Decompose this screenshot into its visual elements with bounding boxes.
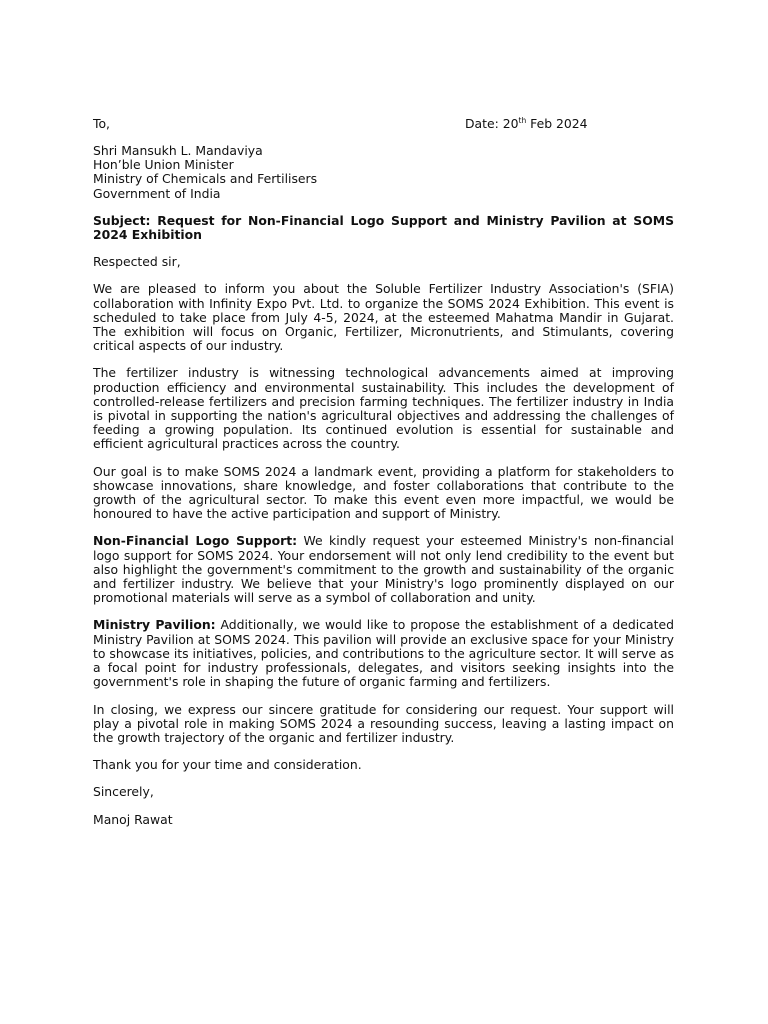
addressee-title: Hon’ble Union Minister — [93, 157, 234, 173]
paragraph-ministry-pavilion — [93, 618, 674, 689]
paragraph-logo-support — [93, 534, 674, 605]
paragraph-goal: Our goal is to make SOMS 2024 a landmark event, providing a platform for stakeholders to showcase innovations, share knowledge, and foster collaborations that contribute to the growth of the agricultural sector. To make this event even more impactful, we would be honoured to have the active participation and support of Ministry. — [93, 463, 674, 522]
signatory-name: Manoj Rawat — [93, 811, 173, 827]
letter-date — [465, 117, 674, 131]
logo-support-heading: Non-Financial Logo Support: — [93, 533, 298, 549]
date-prefix: Date: 20 — [465, 115, 519, 131]
addressee-block — [93, 144, 674, 201]
paragraph-closing: In closing, we express our sincere gratitude for considering our request. Your support will play a pivotal role in making SOMS 2024 a resounding success, leaving a lasting impact on the growth trajectory of the organic and fertilizer industry. — [93, 701, 674, 745]
addressee-name: Shri Mansukh L. Mandaviya — [93, 143, 263, 158]
addressee-ministry: Ministry of Chemicals and Fertilisers — [93, 171, 318, 187]
logo-support-text: We kindly request your esteemed Ministry's non-financial logo support for SOMS 2024. Your endorsement will not only lend credibility to the event but also highlight the government's commitment to the growth and sustainability of the organic and fertilizer industry. We believe that your Ministry's logo prominently displayed on our promotional materials will serve as a symbol of collaboration and unity. — [93, 533, 674, 606]
paragraph-industry: The fertilizer industry is witnessing technological advancements aimed at improving production efficiency and environmental sustainability. This includes the development of controlled-release fertilizers and precision farming techniques. The fertilizer industry in India is pivotal in supporting the nation's agricultural objectives and addressing the challenges of feeding a growing population. Its continued evolution is essential for sustainable and efficient agricultural practices across the country. — [93, 365, 674, 452]
signoff: Sincerely, — [93, 784, 154, 800]
ministry-pavilion-heading: Ministry Pavilion: — [93, 617, 216, 633]
date-suffix: Feb 2024 — [526, 115, 588, 131]
date-ordinal: th — [518, 115, 527, 125]
paragraph-introduction: We are pleased to inform you about the Soluble Fertilizer Industry Association's (SFIA) collaboration with Infinity Expo Pvt. Ltd. to organize the SOMS 2024 Exhibition. This event is scheduled to take place from July 4-5, 2024, at the esteemed Mahatma Mandir in Gujarat. The exhibition will focus on Organic, Fertilizer, Micronutrients, and Stimulants, covering critical aspects of our industry. — [93, 281, 674, 354]
salutation: Respected sir, — [93, 254, 181, 270]
subject-line: Subject: Request for Non-Financial Logo Support and Ministry Pavilion at SOMS 2024 Exhibition — [93, 212, 674, 243]
addressee-government: Government of India — [93, 185, 221, 201]
to-label: To, — [93, 115, 110, 131]
thanks-line: Thank you for your time and consideration. — [93, 757, 362, 773]
letter-page — [93, 113, 674, 840]
ministry-pavilion-text: Additionally, we would like to propose the establishment of a dedicated Ministry Pavilion at SOMS 2024. This pavilion will provide an exclusive space for your Ministry to showcase its initiatives, policies, and contributions to the agriculture sector. It will serve as a focal point for industry professionals, delegates, and visitors seeking insights into the government's role in shaping the future of organic farming and fertilizers. — [93, 617, 674, 690]
letter-header-row — [93, 113, 674, 131]
